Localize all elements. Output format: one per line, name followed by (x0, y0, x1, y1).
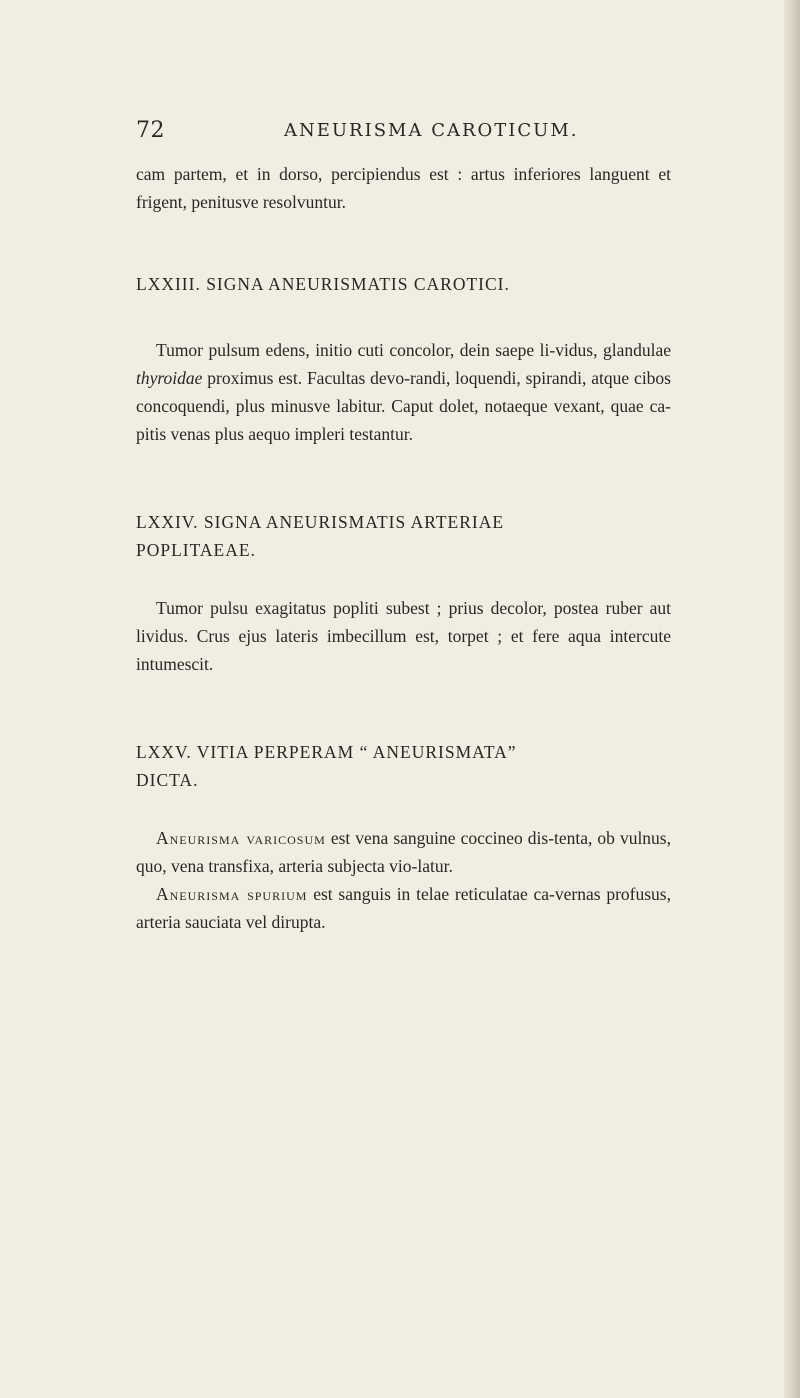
term-aneurisma-spurium: Aneurisma spurium (156, 884, 308, 904)
heading-lxxv-line1: LXXV. VITIA PERPERAM “ ANEURISMATA” (136, 742, 517, 762)
definition-aneurisma-spurium: est sanguis in telae reticulatae ca-vernas profusus, arteria sauciata vel dirupta. (136, 884, 671, 932)
page-header (136, 118, 671, 148)
definition-aneurisma-varicosum: est vena sanguine coccineo dis-tenta, ob vulnus, quo, vena transfixa, arteria subjecta vio-latur. (136, 828, 671, 876)
page-number: 72 (136, 118, 165, 143)
paragraph-lxxiv: Tumor pulsu exagitatus popliti subest ; prius decolor, postea ruber aut lividus. Crus ejus lateris imbecillum est, torpet ; et fere aqua intercute intumescit. (136, 598, 671, 674)
running-title: ANEURISMA CAROTICUM. (284, 120, 579, 141)
heading-lxxiv-line2: POPLITAEAE. (136, 540, 256, 560)
paragraph-lxxiii (136, 336, 671, 448)
intro-paragraph: cam partem, et in dorso, percipiendus est : artus inferiores languent et frigent, penitusve resolvuntur. (136, 164, 671, 212)
entry-aneurisma-spurium (136, 880, 671, 936)
term-aneurisma-varicosum: Aneurisma varicosum (156, 828, 326, 848)
heading-lxxiv-line1: LXXIV. SIGNA ANEURISMATIS ARTERIAE (136, 512, 505, 532)
entry-aneurisma-varicosum (136, 824, 671, 880)
paragraph-lxxiii-start: Tumor pulsum edens, initio cuti concolor, dein saepe li-vidus, glandulae (156, 340, 671, 360)
paragraph-lxxiii-end: proximus est. Facultas devo-randi, loquendi, spirandi, atque cibos concoquendi, plus minusve labitur. Caput dolet, notaeque vexant, quae ca-pitis venas plus aequo impleri testantur. (136, 368, 671, 444)
paragraph-lxxiii-italic: thyroidae (136, 368, 203, 388)
heading-lxxiii: LXXIII. SIGNA ANEURISMATIS CAROTICI. (136, 274, 510, 294)
page-edge-shadow (784, 0, 800, 1398)
heading-lxxv-line2: DICTA. (136, 770, 199, 790)
text-body (136, 160, 671, 936)
